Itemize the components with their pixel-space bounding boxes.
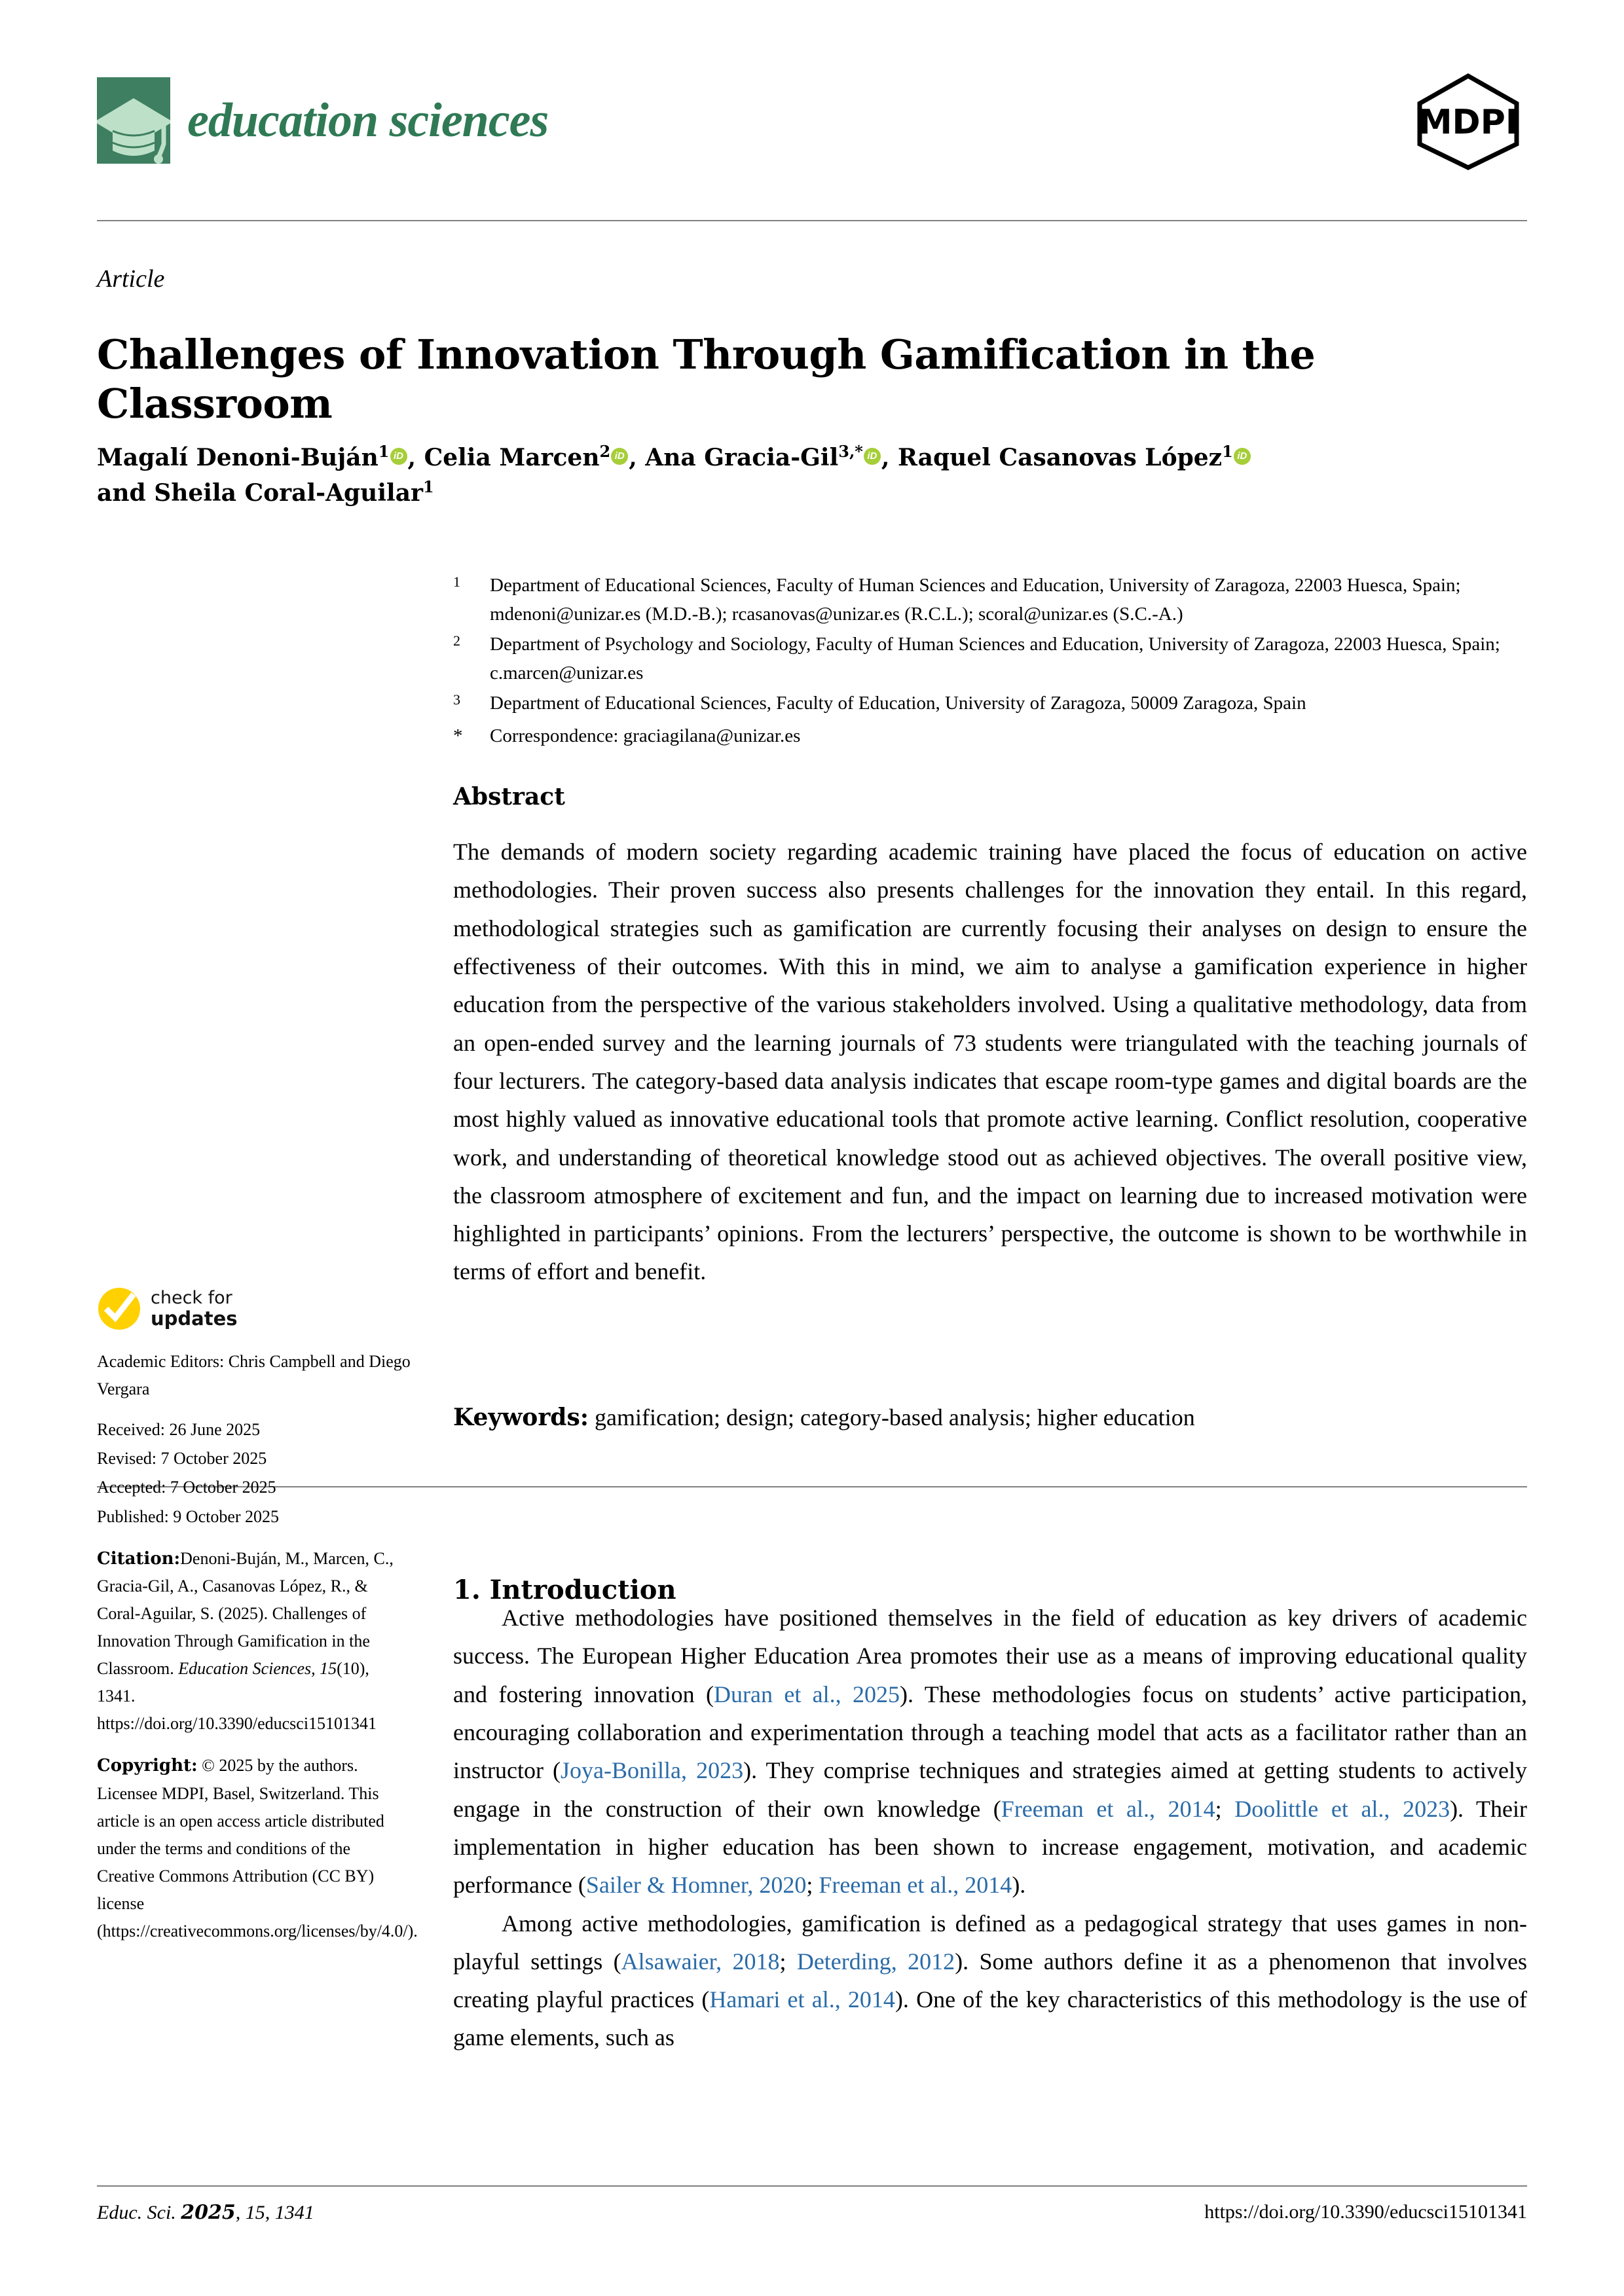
affiliation-item [453,630,1527,687]
footer-journal-abbrev: Educ. Sci. [97,2202,181,2223]
footer-year: 2025 [181,2201,236,2224]
keywords-line [453,1400,1527,1435]
paragraph [453,1599,1527,1904]
page-title: Challenges of Innovation Through Gamification in the Classroom [97,330,1316,428]
affiliation-text: Department of Educational Sciences, Faculty of Human Sciences and Education, University of Zaragoza, 22003 Huesca, Spain; mdenoni@unizar.es (M.D.-B.); rcasanovas@unizar.es (R.C.L.); scoral@unizar.es (S.C.-A.) [490,575,1461,625]
orcid-icon[interactable]: iD [1234,448,1251,465]
author-list: Magalí Denoni-Buján$^1$ iD , Celia Marcen$^2$ iD , Ana Gracia-Gil$^{3,*}$ iD , Raquel Casanovas López$^1$ iD and Sheila Coral-Aguilar$^1$ [97,440,1341,511]
citation-link[interactable]: Joya-Bonilla, 2023 [561,1757,744,1784]
affiliation-text: Department of Psychology and Sociology, Faculty of Human Sciences and Education, University of Zaragoza, 22003 Huesca, Spain; c.marcen@unizar.es [490,634,1500,684]
mdpi-logo[interactable] [1409,72,1527,170]
citation-link[interactable]: Doolittle et al., 2023 [1234,1795,1450,1822]
page-footer [97,2201,1527,2224]
author-item[interactable]: Sheila Coral-Aguilar [154,479,424,507]
abstract-text: The demands of modern society regarding academic training have placed the focus of education on active methodologies. Their proven success also presents challenges for the innovation they entail. In this regard, methodological strategies such as gamification are currently focusing their analyses on design to ensure the effectiveness of their outcomes. With this in mind, we aim to analyse a gamification experience in higher education from the perspective of the various stakeholders involved. Using a qualitative methodology, data from an open-ended survey and the learning journals of 73 students were triangulated with the teaching journals of four lecturers. The category-based data analysis indicates that escape room-type games and digital boards are the most highly valued as innovative educational tools that promote active learning. Conflict resolution, cooperative work, and understanding of theoretical knowledge stood out as achieved objectives. The overall positive view, the classroom atmosphere of excitement and fun, and the impact on learning due to increased motivation were highlighted in participants’ opinions. From the lecturers’ perspective, the outcome is shown to be worthwhile in terms of effort and benefit. [453,839,1527,1285]
author-affiliation-marker: 2 [599,442,611,461]
correspondence-marker: * [453,725,463,747]
footer-divider [97,2185,1527,2187]
paragraph-text: ). One of the key characteristics of this methodology is the use of game elements, such as [453,1986,1527,2051]
date-published: Published: 9 October 2025 [97,1506,280,1526]
paragraph-text: ). They comprise techniques and strategies aimed at getting students to actively engage in the construction of their own knowledge ( [453,1757,1527,1822]
check-circle-icon [97,1286,141,1331]
footer-citation [97,2201,314,2224]
citation-label: Citation: [97,1548,181,1569]
svg-text:MDPI: MDPI [1418,103,1519,142]
paragraph-text: ; [1215,1795,1235,1822]
keywords-value: gamification; design; category-based analysis; higher education [595,1404,1195,1430]
affiliation-marker: 3 [453,691,460,708]
copyright-block [97,1752,418,1945]
paragraph-text: ). These methodologies focus on students’ active participation, encouraging collaboration and experimentation through a teaching model that acts as a facilitator rather than an instructor ( [453,1681,1528,1784]
author-affiliation-marker: 1 [378,442,390,461]
check-for-updates-badge[interactable] [97,1286,411,1331]
author-affiliation-marker: 1 [1222,442,1233,461]
date-received: Received: 26 June 2025 [97,1420,261,1440]
author-item[interactable]: Ana Gracia-Gil [645,444,839,471]
citation-link[interactable]: Hamari et al., 2014 [709,1986,895,2013]
copyright-label: Copyright: [97,1756,198,1776]
correspondence-item [453,721,1527,750]
affiliation-text: Department of Educational Sciences, Faculty of Education, University of Zaragoza, 50009 Zaragoza, Spain [490,693,1306,714]
header-divider [97,220,1527,221]
abstract-section [453,783,1527,1291]
orcid-icon[interactable]: iD [864,448,881,465]
citation-link[interactable]: Duran et al., 2025 [714,1681,900,1707]
date-revised: Revised: 7 October 2025 [97,1449,267,1468]
article-type-label: Article [97,265,165,293]
abstract-heading: Abstract [453,783,565,811]
footer-doi[interactable]: https://doi.org/10.3390/educsci15101341 [1204,2201,1527,2223]
citation-journal: Education Sciences, 15 [178,1659,337,1679]
author-item[interactable]: Raquel Casanovas López [897,444,1223,471]
journal-logo[interactable] [97,77,548,164]
orcid-icon[interactable]: iD [390,448,407,465]
affiliation-item [453,689,1527,720]
citation-block [97,1545,411,1738]
citation-link[interactable]: Sailer & Homner, 2020 [585,1872,807,1899]
check-for-updates-line2: updates [151,1307,238,1330]
citation-tail[interactable]: (10), 1341. https://doi.org/10.3390/educsci15101341 [97,1659,377,1734]
footer-volume-page: , 15, 1341 [235,2202,314,2223]
masthead [97,77,1527,162]
affiliation-marker: 2 [453,632,460,649]
date-accepted: Accepted: 7 October 2025 [97,1478,276,1497]
author-affiliation-marker: 1 [423,477,434,497]
paragraph-text: Active methodologies have positioned themselves in the field of education as key drivers of academic success. The European Higher Education Area promotes their use as a means of improving educational quality and fostering innovation ( [453,1605,1527,1707]
introduction-body [453,1599,1527,2057]
orcid-icon[interactable]: iD [611,448,628,465]
paragraph-text: ). Some authors define it as a phenomenon that involves creating playful practices ( [453,1948,1527,2013]
paragraph-text: ). Their implementation in higher education has been shown to increase engagement, motivation, and academic performance ( [453,1795,1527,1899]
affiliation-list [453,571,1527,752]
author-conjunction: and [97,479,155,507]
paragraph-text: ). [1012,1872,1026,1899]
paragraph-text: ; [779,1948,797,1975]
author-item[interactable]: Celia Marcen [424,444,600,471]
citation-link[interactable]: Alsawaier, 2018 [621,1948,780,1975]
sidebar [97,1286,418,1945]
graduation-cap-icon [97,77,170,164]
check-for-updates-line1: check for [151,1287,232,1308]
publication-dates [97,1416,411,1530]
author-item[interactable]: Magalí Denoni-Buján [97,444,378,471]
citation-link[interactable]: Freeman et al., 2014 [819,1872,1012,1899]
affiliation-marker: 1 [453,574,460,590]
section-heading-introduction: 1. Introduction [453,1575,676,1606]
journal-title: education sciences [187,94,549,147]
citation-text: Denoni-Buján, M., Marcen, C., Gracia-Gil, A., Casanovas López, R., & Coral-Aguilar, S. (2025). Challenges of Innovation Through Gamification in the Classroom. [97,1548,394,1679]
citation-link[interactable]: Freeman et al., 2014 [1001,1795,1215,1822]
correspondence-text: Correspondence: graciagilana@unizar.es [490,725,801,747]
citation-link[interactable]: Deterding, 2012 [796,1948,955,1975]
keywords-label: Keywords: [453,1404,589,1431]
academic-editors: Academic Editors: Chris Campbell and Diego Vergara [97,1352,411,1399]
copyright-text: © 2025 by the authors. Licensee MDPI, Basel, Switzerland. This article is an open access article distributed under the terms and conditions of the Creative Commons Attribution (CC BY) license (https://creativecommons.org/licenses/by/4.0/). [97,1756,418,1941]
paragraph [453,1904,1527,2057]
author-affiliation-marker: 3,* [838,442,863,461]
affiliation-item [453,571,1527,629]
paragraph-text: Among active methodologies, gamification is defined as a pedagogical strategy that uses games in non-playful settings ( [453,1910,1527,1975]
paragraph-text: ; [806,1872,819,1899]
